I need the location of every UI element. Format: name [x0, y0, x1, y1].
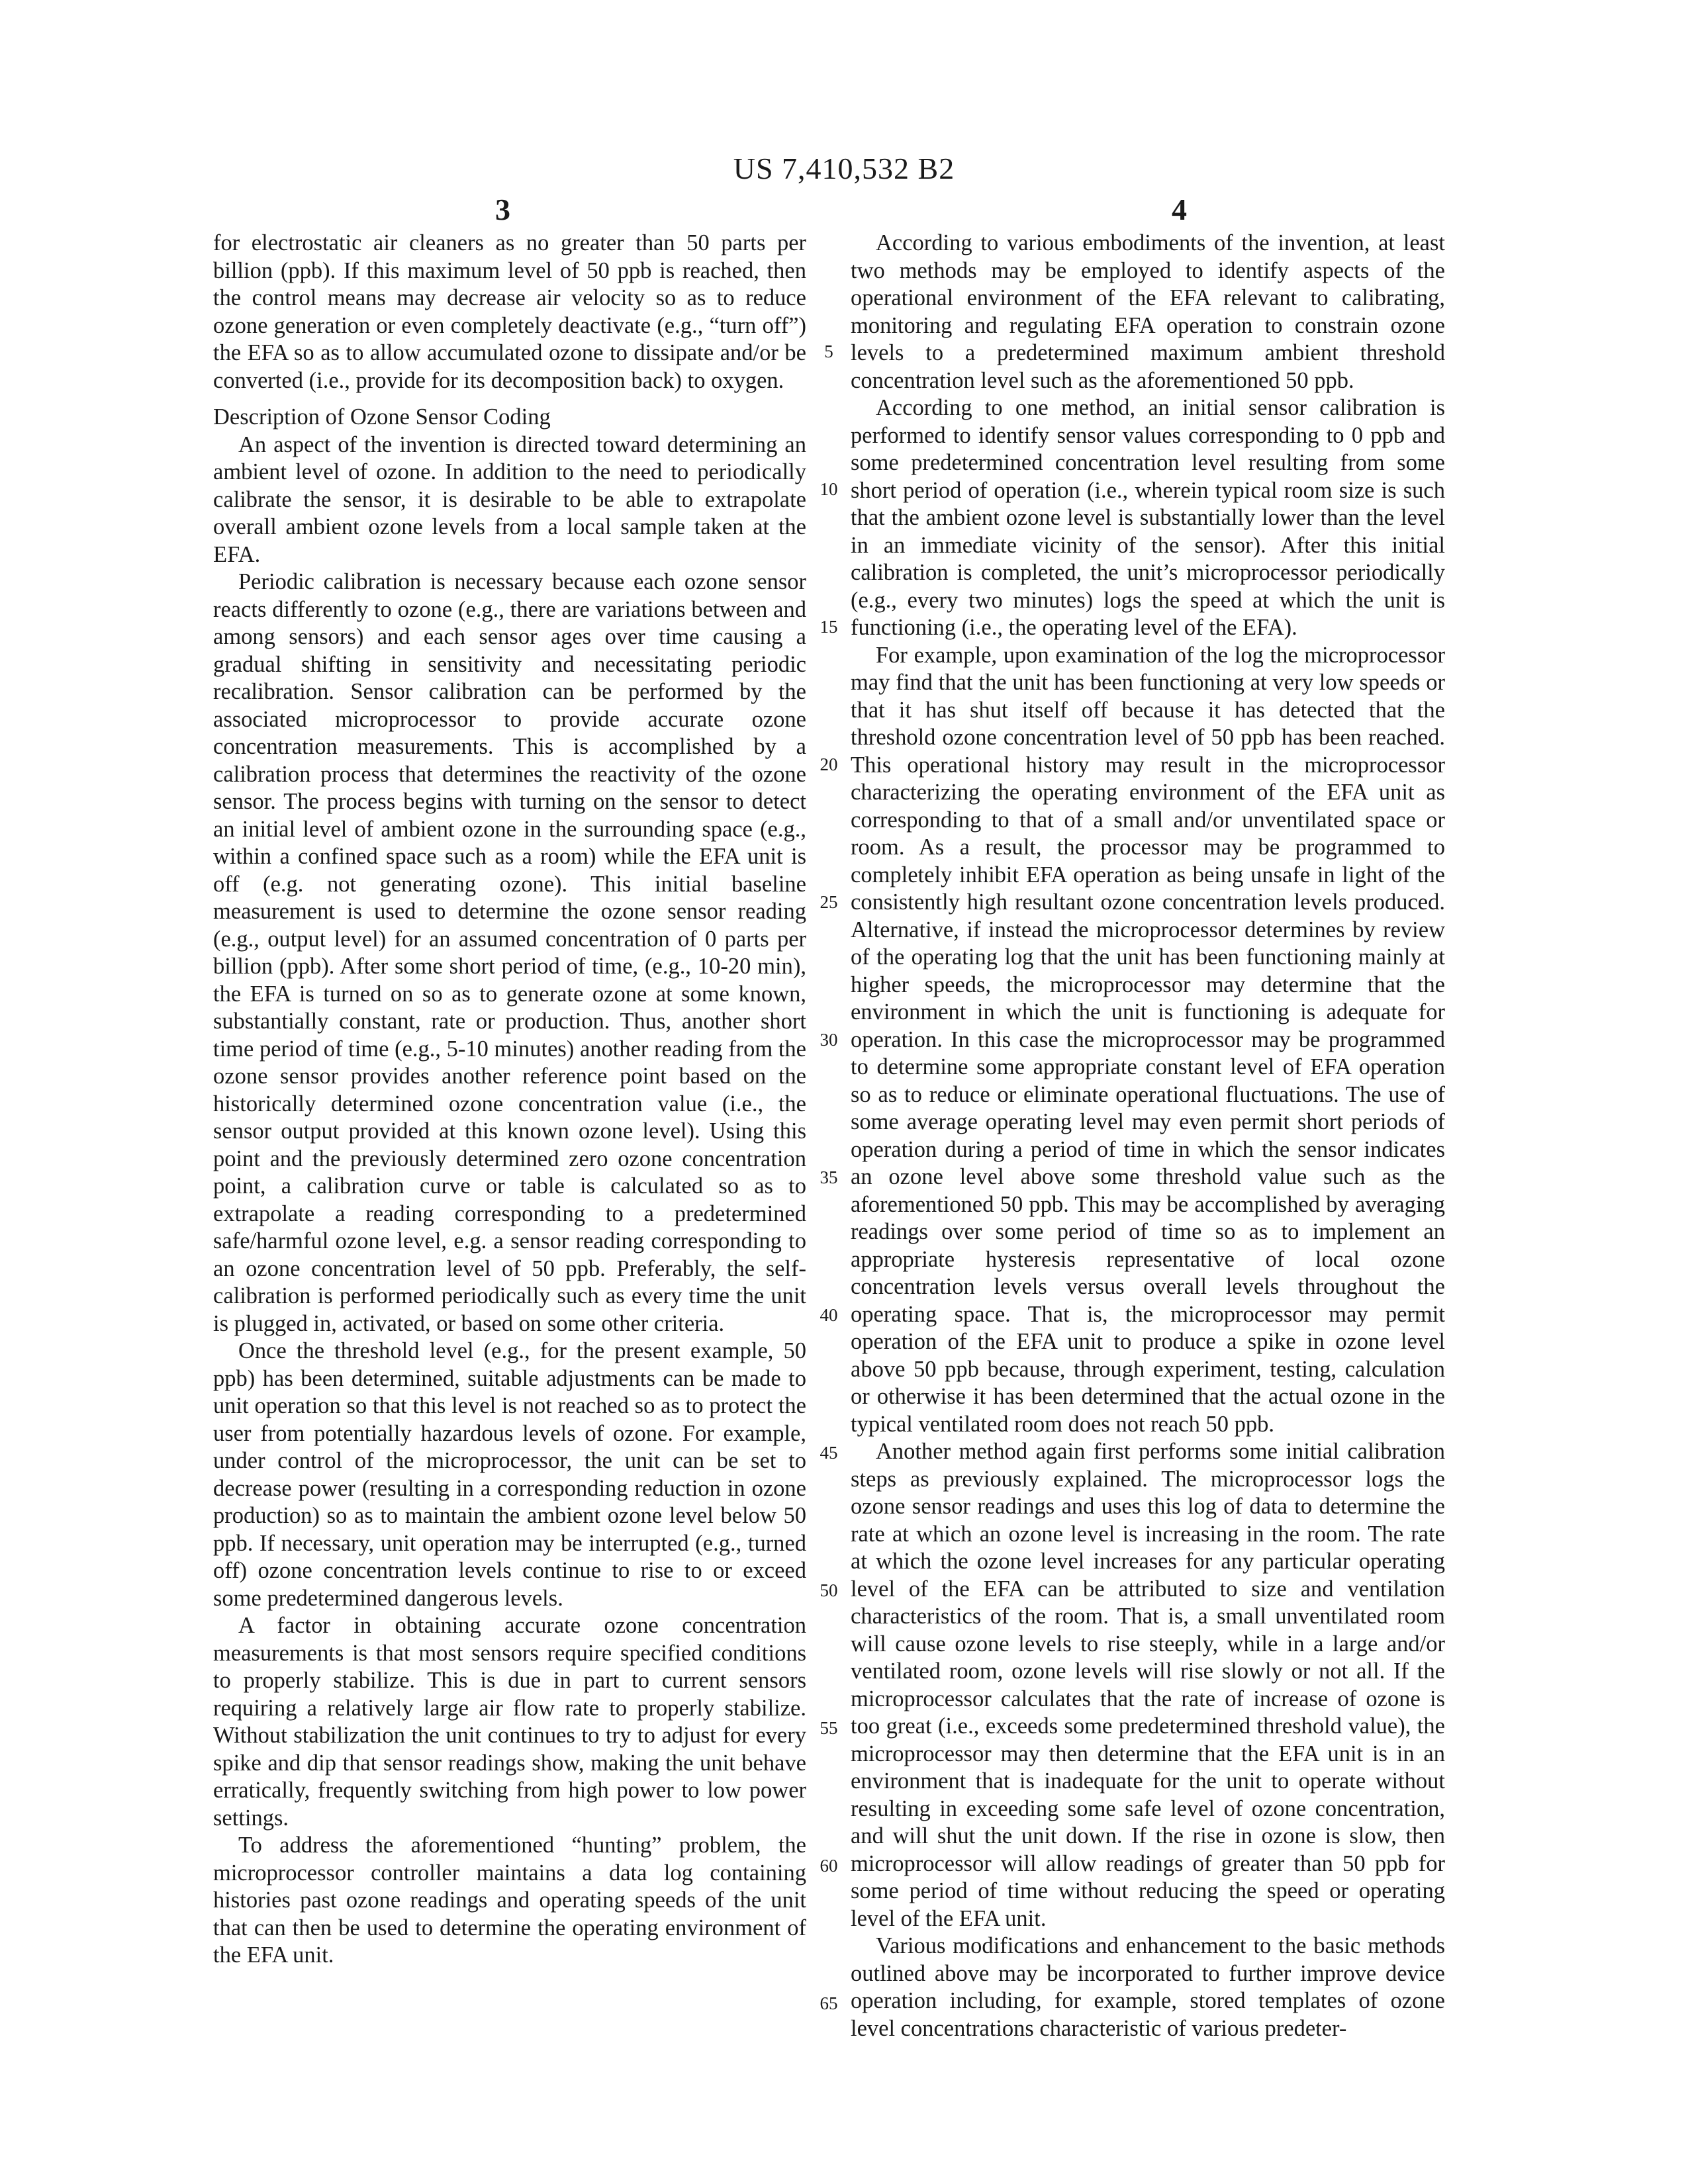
left-column — [213, 230, 806, 1970]
line-number: 35 — [820, 1167, 838, 1187]
line-number: 40 — [820, 1305, 838, 1325]
paragraph: To address the aforementioned “hunting” problem, the microprocessor controller maintains a data log containing histories past ozone readings and operating speeds of the unit that can then be used to determine the operating environment of the EFA unit. — [213, 1833, 806, 1968]
line-number: 60 — [820, 1856, 838, 1876]
line-number: 55 — [820, 1718, 838, 1738]
paragraph: Once the threshold level (e.g., for the present example, 50 ppb) has been determined, suitable adjustments can be made to unit operation so that this level is not reached so as to protect the user from potentially hazardous levels of ozone. For example, under control of the microprocessor, the unit can be set to decrease power (resulting in a corresponding reduction in ozone production) so as to maintain the ambient ozone level below 50 ppb. If necessary, unit operation may be interrupted (e.g., turned off) ozone concentration levels continue to rise to or exceed some predetermined dangerous levels. — [213, 1338, 806, 1611]
paragraph: An aspect of the invention is directed toward determining an ambient level of ozone. In addition to the need to periodically calibrate the sensor, it is desirable to be able to extrapolate overall ambient ozone levels from a local sample taken at the EFA. — [213, 432, 806, 567]
paragraph: Another method again first performs some initial calibration steps as previously explained. The microprocessor logs the ozone sensor readings and uses this log of data to determine the rate at which an ozone level is increasing in the room. The rate at which the ozone level increases for any particular operating level of the EFA can be attributed to size and ventilation characteristics of the room. That is, a small unventilated room will cause ozone levels to rise steeply, while in a large and/or ventilated room, ozone levels will rise slowly or not all. If the microprocessor calculates that the rate of increase of ozone is too great (i.e., exceeds some predetermined threshold value), the microprocessor may then determine that the EFA unit is in an environment that is inadequate for the unit to operate without resulting in exceeding some safe level of ozone concentration, and will shut the unit down. If the rise in ozone is slow, then microprocessor will allow readings of greater than 50 ppb for some period of time without reducing the speed or operating level of the EFA unit. — [851, 1439, 1445, 1931]
section-heading: Description of Ozone Sensor Coding — [213, 404, 551, 430]
right-column — [851, 230, 1445, 2042]
line-number: 65 — [820, 1993, 838, 2013]
line-number: 5 — [824, 341, 833, 361]
line-number: 30 — [820, 1030, 838, 1050]
paragraph: For example, upon examination of the log the microprocessor may find that the unit has been functioning at very low speeds or that it has shut itself off because it has detected that the threshold ozone concentration level of 50 ppb has been reached. This operational history may result in the microprocessor characterizing the operating environment of the EFA unit as corresponding to that of a small and/or unventilated space or room. As a result, the processor may be programmed to completely inhibit EFA operation as being unsafe in light of the consistently high resultant ozone concentration levels produced. Alternative, if instead the microprocessor determines by review of the operating log that the unit has been functioning mainly at higher speeds, the microprocessor may determine that the environment in which the unit is functioning is adequate for operation. In this case the microprocessor may be programmed to determine some appropriate constant level of EFA operation so as to reduce or eliminate operational fluctuations. The use of some average operating level may even permit short periods of operation during a period of time in which the sensor indicates an ozone level above some threshold value such as the aforementioned 50 ppb. This may be accomplished by averaging readings over some period of time so as to implement an appropriate hysteresis representative of local ozone concentration levels versus overall levels throughout the operating space. That is, the microprocessor may permit operation of the EFA unit to produce a spike in ozone level above 50 ppb because, through experiment, testing, calculation or otherwise it has been determined that the actual ozone in the typical ventilated room does not reach 50 ppb. — [851, 642, 1445, 1437]
paragraph: A factor in obtaining accurate ozone concentration measurements is that most sensors require specified conditions to properly stabilize. This is due in part to current sensors requiring a relatively large air flow rate to properly stabilize. Without stabilization the unit continues to try to adjust for every spike and dip that sensor readings show, making the unit behave erratically, frequently switching from high power to low power settings. — [213, 1613, 806, 1831]
paragraph: Various modifications and enhancement to the basic methods outlined above may be incorporated to further improve device operation including, for example, stored templates of ozone level concentrations characteristic of various predeter- — [851, 1933, 1445, 2041]
paragraph: According to various embodiments of the invention, at least two methods may be employed to identify aspects of the operational environment of the EFA relevant to calibrating, monitoring and regulating EFA operation to constrain ozone levels to a predetermined maximum ambient threshold concentration level such as the aforementioned 50 ppb. — [851, 230, 1445, 393]
column-number-right: 4 — [1172, 193, 1187, 226]
line-number: 50 — [820, 1580, 838, 1600]
line-number: 15 — [820, 617, 838, 637]
line-number: 25 — [820, 892, 838, 912]
paragraph: According to one method, an initial sensor calibration is performed to identify sensor values corresponding to 0 ppb and some predetermined concentration level resulting from some short period of operation (i.e., wherein typical room size is such that the ambient ozone level is substantially lower than the level in an immediate vicinity of the sensor). After this initial calibration is completed, the unit’s microprocessor periodically (e.g., every two minutes) logs the speed at which the unit is functioning (i.e., the operating level of the EFA). — [851, 395, 1445, 640]
paragraph: Periodic calibration is necessary because each ozone sensor reacts differently to ozone (e.g., there are variations between and among sensors) and each sensor ages over time causing a gradual shifting in sensitivity and necessitating periodic recalibration. Sensor calibration can be performed by the associated microprocessor to provide accurate ozone concentration measurements. This is accomplished by a calibration process that determines the reactivity of the ozone sensor. The process begins with turning on the sensor to detect an initial level of ambient ozone in the surrounding space (e.g., within a confined space such as a room) while the EFA unit is off (e.g. not generating ozone). This initial baseline measurement is used to determine the ozone sensor reading (e.g., output level) for an assumed concentration of 0 parts per billion (ppb). After some short period of time, (e.g., 10-20 min), the EFA is turned on so as to generate ozone at some known, substantially constant, rate or production. Thus, another short time period of time (e.g., 5-10 minutes) another reading from the ozone sensor provides another reference point based on the historically determined ozone concentration value (i.e., the sensor output provided at this known ozone level). Using this point and the previously determined zero ozone concentration point, a calibration curve or table is calculated so as to extrapolate a reading corresponding to a predetermined safe/harmful ozone level, e.g. a sensor reading corresponding to an ozone concentration level of 50 ppb. Preferably, the self-calibration is performed periodically such as every time the unit is plugged in, activated, or based on some other criteria. — [213, 569, 806, 1336]
line-number: 20 — [820, 754, 838, 774]
patent-number: US 7,410,532 B2 — [733, 152, 955, 185]
paragraph: for electrostatic air cleaners as no greater than 50 parts per billion (ppb). If this maximum level of 50 ppb is reached, then the control means may decrease air velocity so as to reduce ozone generation or even completely deactivate (e.g., “turn off”) the EFA so as to allow accumulated ozone to dissipate and/or be converted (i.e., provide for its decomposition back) to oxygen. — [213, 230, 806, 393]
line-number: 45 — [820, 1443, 838, 1463]
line-number: 10 — [820, 479, 838, 499]
column-number-left: 3 — [495, 193, 510, 226]
